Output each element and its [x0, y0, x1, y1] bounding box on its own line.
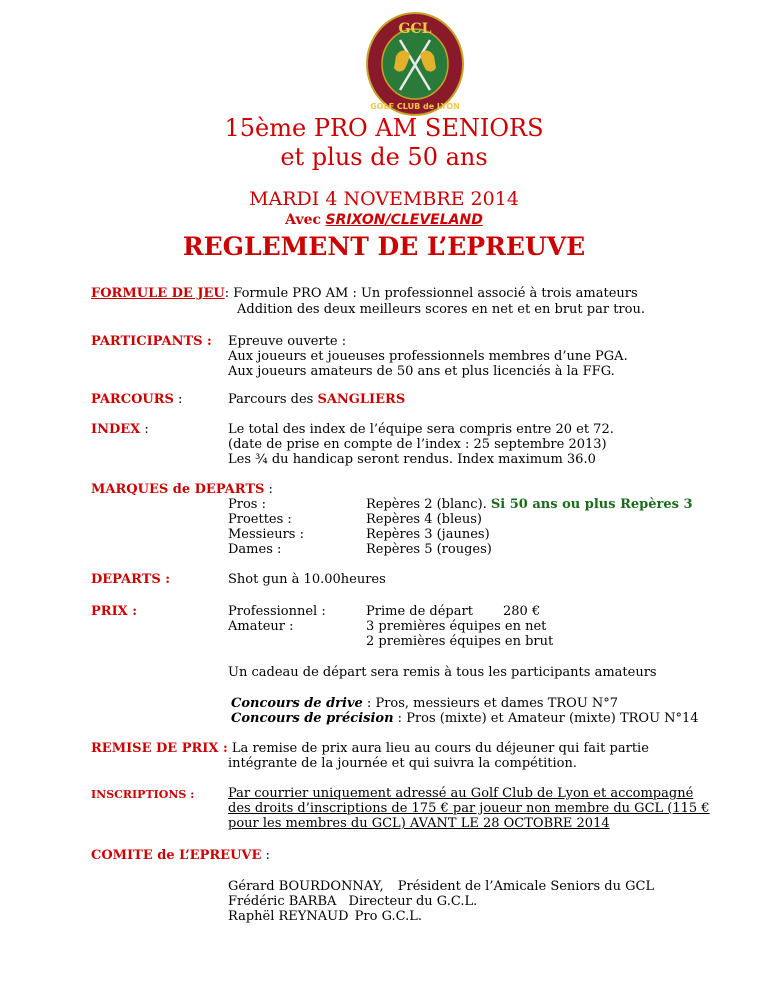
formule-line1: : Formule PRO AM : Un professionnel associé à trois amateurs	[224, 286, 638, 301]
marques-row-proettes-who: Proettes :	[228, 512, 292, 527]
parcours-course-name: SANGLIERS	[317, 392, 406, 407]
marques-row-pros-what	[366, 497, 693, 513]
concours-precision-text: : Pros (mixte) et Amateur (mixte) TROU N°14	[393, 711, 699, 726]
index-label: INDEX	[91, 422, 141, 437]
sponsor-line	[0, 212, 768, 228]
inscriptions-line2: des droits d’inscriptions de 175 € par joueur non membre du GCL (115 €	[228, 801, 710, 816]
marques-row-proettes-what: Repères 4 (bleus)	[366, 512, 482, 527]
parcours-text: Parcours des	[228, 392, 318, 407]
remise-line1: La remise de prix aura lieu au cours du déjeuner qui fait partie	[227, 741, 649, 756]
prix-pro-text: Prime de départ	[366, 604, 473, 619]
marques-row-dames-what: Repères 5 (rouges)	[366, 542, 492, 557]
formule-line2: Addition des deux meilleurs scores en net et en brut par trou.	[237, 302, 645, 317]
marques-pros-extra: Si 50 ans ou plus Repères 3	[490, 497, 693, 512]
prix-cadeau: Un cadeau de départ sera remis à tous les participants amateurs	[228, 665, 657, 680]
inscriptions-line3: pour les membres du GCL) AVANT LE 28 OCTOBRE 2014	[228, 816, 610, 831]
event-date: MARDI 4 NOVEMBRE 2014	[249, 188, 519, 210]
concours-drive-label: Concours de drive	[231, 696, 363, 711]
marques-row-pros-who: Pros :	[228, 497, 266, 512]
comite-member-2	[228, 894, 477, 910]
participants-label: PARTICIPANTS :	[91, 334, 212, 349]
parcours-label: PARCOURS	[91, 392, 174, 407]
index-colon: :	[140, 422, 149, 437]
remise-line2: intégrante de la journée et qui suivra la compétition.	[228, 756, 577, 771]
comite-member-2-name: Frédéric BARBA	[228, 894, 337, 909]
comite-member-3-name: Raphël REYNAUD	[228, 909, 349, 924]
comite-label-row	[91, 848, 270, 864]
prix-ama-label: Amateur :	[228, 619, 294, 634]
index-label-row	[91, 422, 149, 438]
prix-pro-label: Professionnel :	[228, 604, 326, 619]
prix-ama-line2: 2 premières équipes en brut	[366, 634, 554, 649]
concours-drive-row	[231, 696, 618, 712]
concours-precision-row	[231, 711, 699, 727]
comite-colon: :	[261, 848, 270, 863]
comite-member-3	[228, 909, 422, 925]
logo-top-text: GCL	[398, 21, 432, 37]
departs-label: DEPARTS :	[91, 572, 171, 587]
marques-row-messieurs-who: Messieurs :	[228, 527, 304, 542]
sponsor-prefix: Avec	[285, 212, 322, 228]
prix-label: PRIX :	[91, 604, 138, 619]
comite-member-2-role: Directeur du G.C.L.	[348, 894, 478, 909]
sponsor-name: SRIXON/CLEVELAND	[325, 212, 483, 228]
prix-pro-amount: 280 €	[503, 604, 541, 619]
inscriptions-line1: Par courrier uniquement adressé au Golf Club de Lyon et accompagné	[228, 786, 694, 801]
parcours-colon: :	[173, 392, 183, 407]
participants-line2: Aux joueurs et joueuses professionnels membres d’une PGA.	[228, 349, 628, 364]
event-title-line1: 15ème PRO AM SENIORS	[224, 114, 544, 142]
concours-precision-label: Concours de précision	[231, 711, 394, 726]
logo-ring-text: GOLF CLUB de LYON	[370, 102, 460, 111]
event-title-line2: et plus de 50 ans	[280, 143, 488, 171]
concours-drive-text: : Pros, messieurs et dames TROU N°7	[362, 696, 619, 711]
parcours-text-row	[228, 392, 405, 408]
index-line1: Le total des index de l’équipe sera compris entre 20 et 72.	[228, 422, 614, 437]
marques-row-dames-who: Dames :	[228, 542, 282, 557]
departs-text: Shot gun à 10.00heures	[228, 572, 386, 587]
comite-member-3-role: Pro G.C.L.	[354, 909, 423, 924]
comite-member-1	[228, 879, 654, 895]
index-line3: Les ¾ du handicap seront rendus. Index maximum 36.0	[228, 452, 596, 467]
participants-line3: Aux joueurs amateurs de 50 ans et plus licenciés à la FFG.	[228, 364, 615, 379]
index-line2: (date de prise en compte de l’index : 25 septembre 2013)	[228, 437, 607, 452]
marques-colon: :	[264, 482, 273, 497]
remise-row	[91, 741, 649, 757]
marques-row-messieurs-what: Repères 3 (jaunes)	[366, 527, 490, 542]
marques-label: MARQUES de DEPARTS	[91, 482, 265, 497]
marques-pros-tee: Repères 2 (blanc).	[366, 497, 491, 512]
comite-member-1-name: Gérard BOURDONNAY,	[228, 879, 384, 894]
remise-label: REMISE DE PRIX :	[91, 741, 228, 756]
gcl-logo	[366, 12, 464, 116]
inscriptions-label: INSCRIPTIONS :	[91, 788, 195, 801]
participants-line1: Epreuve ouverte :	[228, 334, 347, 349]
formule-row	[91, 286, 638, 302]
parcours-label-row	[91, 392, 182, 408]
comite-member-1-role: Président de l’Amicale Seniors du GCL	[397, 879, 655, 894]
formule-label: FORMULE DE JEU	[91, 286, 225, 301]
rules-heading: REGLEMENT DE L’EPREUVE	[182, 232, 586, 261]
comite-label: COMITE de L’EPREUVE	[91, 848, 262, 863]
marques-label-row	[91, 482, 273, 498]
prix-ama-line1: 3 premières équipes en net	[366, 619, 547, 634]
